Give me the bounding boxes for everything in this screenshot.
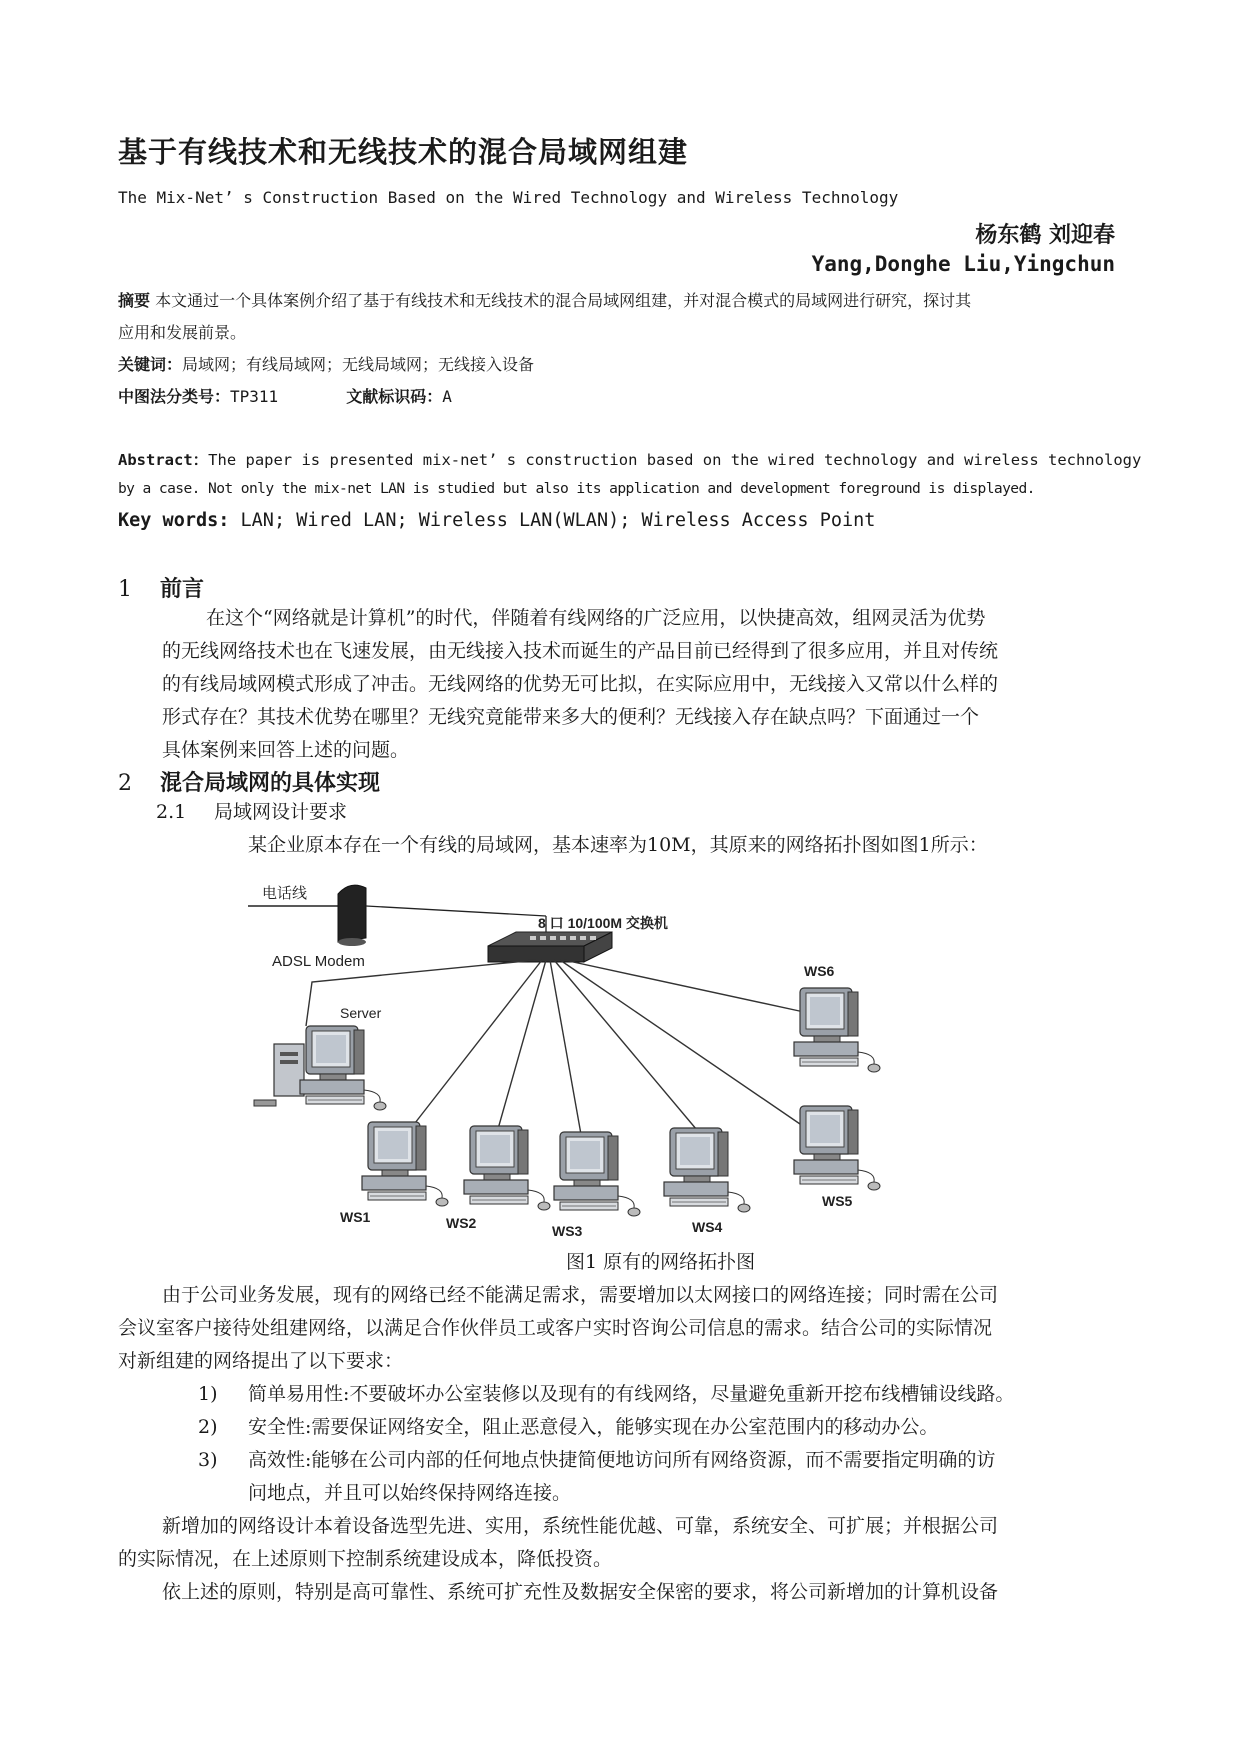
abstract-en-line1: Abstract：The paper is presented mix-net’ s construction based on the wired technology and wireless technology — [118, 451, 1142, 469]
abstract-cn-line2: 应用和发展前景。 — [118, 323, 247, 342]
requirement-item-3-cont: 问地点，并且可以始终保持网络连接。 — [248, 1482, 572, 1504]
keywords-cn: 关键词：局域网；有线局域网；无线局域网；无线接入设备 — [118, 355, 535, 374]
requirement-item-3: 3) 高效性:能够在公司内部的任何地点快捷简便地访问所有网络资源，而不需要指定明确的访 — [198, 1449, 996, 1471]
modem-label: ADSL Modem — [272, 953, 365, 970]
authors: 杨东鹤 刘迎春 — [975, 222, 1115, 248]
adsl-modem-icon — [338, 885, 366, 946]
phone-line-label: 电话线 — [262, 885, 308, 902]
paper-title: 基于有线技术和无线技术的混合局域网组建 — [118, 135, 689, 169]
switch-label: 8 口 10/100M 交换机 — [538, 915, 668, 931]
section2-para3: 依上述的原则，特别是高可靠性、系统可扩充性及数据安全保密的要求，将公司新增加的计算机设备 — [162, 1581, 999, 1603]
ws1-label: WS1 — [340, 1209, 371, 1225]
requirement-item-1: 1) 简单易用性:不要破坏办公室装修以及现有的有线网络，尽量避免重新开挖布线槽铺设线路。 — [198, 1383, 1015, 1405]
abstract-en-label: Abstract： — [118, 451, 209, 469]
keywords-en: Key words: LAN; Wired LAN; Wireless LAN(WLAN); Wireless Access Point — [118, 510, 876, 531]
section1-line4: 形式存在？其技术优势在哪里？无线究竟能带来多大的便利？无线接入存在缺点吗？下面通过一个 — [162, 706, 980, 728]
switch-icon — [488, 932, 612, 962]
cables — [306, 960, 804, 1140]
section2-para1-line2: 会议室客户接待处组建网络，以满足合作伙伴员工或客户实时咨询公司信息的需求。结合公司的实际情况 — [118, 1317, 993, 1339]
section1-line1: 在这个“网络就是计算机”的时代，伴随着有线网络的广泛应用，以快捷高效，组网灵活为优势 — [206, 607, 986, 629]
ws4-icon — [664, 1128, 750, 1212]
abstract-cn-line1: 摘要 本文通过一个具体案例介绍了基于有线技术和无线技术的混合局域网组建，并对混合模式的局域网进行研究，探讨其 — [118, 291, 972, 310]
authors-en: Yang,Donghe Liu,Yingchun — [811, 252, 1115, 276]
ws6-icon — [794, 988, 880, 1072]
section2-heading: 2 混合局域网的具体实现 — [118, 771, 381, 796]
section2-intro: 某企业原本存在一个有线的局域网，基本速率为10M，其原来的网络拓扑图如图1所示： — [248, 834, 988, 856]
ws2-icon — [464, 1126, 550, 1210]
subsection-2-1: 2.1 局域网设计要求 — [156, 801, 348, 823]
classification: 中图法分类号：TP311 文献标识码：A — [118, 387, 452, 406]
ws2-label: WS2 — [446, 1215, 477, 1231]
ws6-label: WS6 — [804, 963, 835, 979]
section1-line5: 具体案例来回答上述的问题。 — [162, 739, 410, 761]
section1-heading: 1 前言 — [118, 577, 205, 602]
section2-para1-line1: 由于公司业务发展，现有的网络已经不能满足需求，需要增加以太网接口的网络连接；同时需在公司 — [162, 1284, 999, 1306]
section2-para2-line2: 的实际情况，在上述原则下控制系统建设成本，降低投资。 — [118, 1548, 613, 1570]
abstract-en-line2: by a case. Not only the mix-net LAN is studied but also its application and development foreground is displayed. — [118, 480, 1035, 497]
network-topology-figure — [230, 876, 1010, 1240]
ws3-icon — [554, 1132, 640, 1216]
server-icon — [254, 1026, 386, 1110]
ws5-icon — [794, 1106, 880, 1190]
ws5-label: WS5 — [822, 1193, 853, 1209]
ws3-label: WS3 — [552, 1223, 583, 1239]
section1-line2: 的无线网络技术也在飞速发展，由无线接入技术而诞生的产品目前已经得到了很多应用，并且对传统 — [162, 640, 999, 662]
requirement-item-2: 2) 安全性:需要保证网络安全，阻止恶意侵入，能够实现在办公室范围内的移动办公。 — [198, 1416, 939, 1438]
ws1-icon — [362, 1122, 448, 1206]
paper-title-en: The Mix-Net’ s Construction Based on the Wired Technology and Wireless Technology — [118, 188, 899, 207]
figure-caption: 图1 原有的网络拓扑图 — [566, 1251, 756, 1273]
ws4-label: WS4 — [692, 1219, 723, 1235]
abstract-cn-label: 摘要 — [118, 291, 151, 310]
section2-para2-line1: 新增加的网络设计本着设备选型先进、实用，系统性能优越、可靠，系统安全、可扩展；并根据公司 — [162, 1515, 999, 1537]
section2-para1-line3: 对新组建的网络提出了以下要求： — [118, 1350, 404, 1372]
section1-line3: 的有线局域网模式形成了冲击。无线网络的优势无可比拟，在实际应用中，无线接入又常以什么样的 — [162, 673, 999, 695]
server-label: Server — [340, 1005, 382, 1021]
